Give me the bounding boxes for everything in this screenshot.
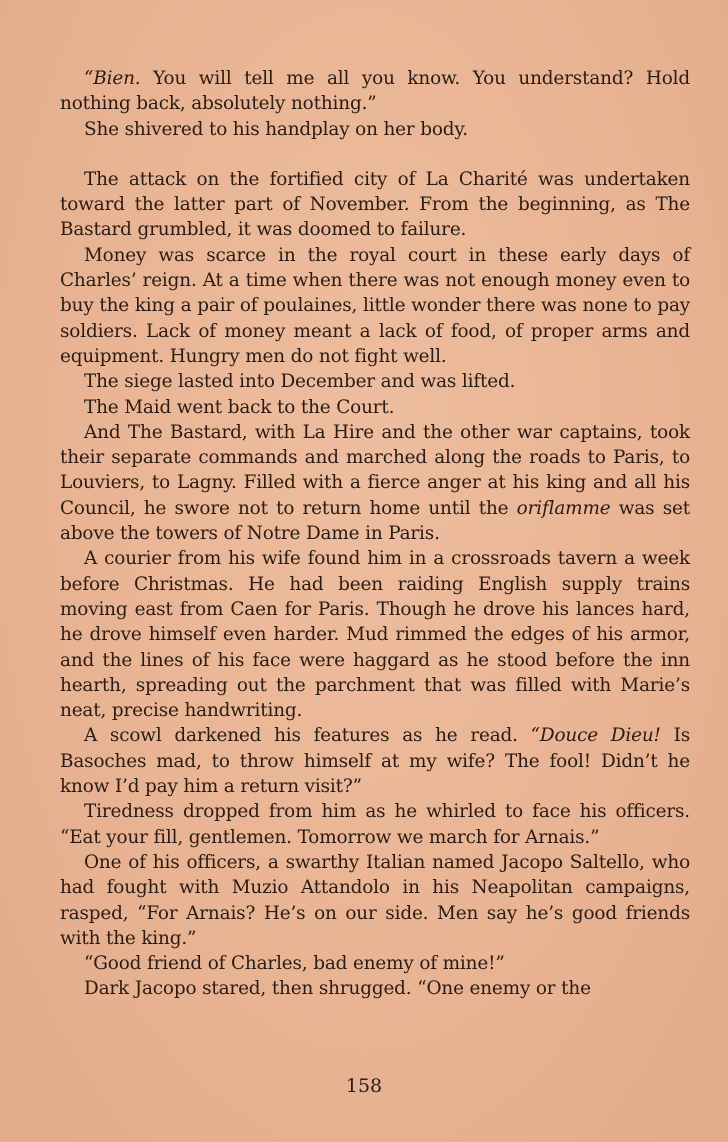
body-text bbox=[60, 66, 690, 1002]
text-segment: And The Bastard, with La Hire and the other war captains, took their separate commands and marched along the roads to Paris, to Louviers, to Lagny. Filled with a fierce anger at his king and all his Council, he swore not to return home until the bbox=[60, 421, 690, 519]
text-segment: She shivered to his handplay on her body. bbox=[84, 118, 468, 140]
paragraph-p8 bbox=[60, 546, 690, 723]
paragraph-p13 bbox=[60, 976, 690, 1001]
paragraph-p10 bbox=[60, 799, 690, 850]
text-segment: You will tell me all you know. You understand? Hold nothing back, absolutely nothing.” bbox=[60, 68, 690, 115]
paragraph-p4 bbox=[60, 243, 690, 369]
text-segment: Is Basoches mad, to throw himself at my wife? The fool! Didn’t he know I’d pay him a return visit?” bbox=[60, 725, 690, 798]
paragraph-p5 bbox=[60, 369, 690, 394]
paragraph-p3 bbox=[60, 167, 690, 243]
italic-text: oriflamme bbox=[516, 497, 611, 519]
text-segment: Dark Jacopo stared, then shrugged. “One enemy or the bbox=[84, 978, 591, 1000]
text-segment: was set above the towers of Notre Dame in Paris. bbox=[60, 497, 690, 545]
text-segment: Tiredness dropped from him as he whirled to face his officers. “Eat your fill, gentlemen. Tomorrow we march for Arnais.” bbox=[60, 801, 690, 848]
italic-text: “Douce Dieu! bbox=[530, 725, 661, 747]
paragraph-p9 bbox=[60, 723, 690, 799]
text-segment: The attack on the fortified city of La Charité was undertaken toward the latter part of November. From the beginning, as The Bastard grumbled, it was doomed to failure. bbox=[60, 168, 690, 241]
paragraph-p11 bbox=[60, 850, 690, 951]
paragraph-p7 bbox=[60, 420, 690, 546]
text-segment: The siege lasted into December and was lifted. bbox=[84, 371, 516, 393]
paragraph-p12 bbox=[60, 951, 690, 976]
page-number: 158 bbox=[345, 1075, 383, 1097]
text-segment: A scowl darkened his features as he read. bbox=[84, 725, 531, 747]
paragraph-p1 bbox=[60, 66, 690, 117]
text-segment: One of his officers, a swarthy Italian named Jacopo Saltello, who had fought with Muzio Attandolo in his Neapolitan campaigns, rasped, “For Arnais? He’s on our side. Men say he’s good friends with the king.” bbox=[60, 851, 690, 949]
text-segment: Money was scarce in the royal court in these early days of Charles’ reign. At a time when there was not enough money even to buy the king a pair of poulaines, little wonder there was none to pay soldiers. Lack of money meant a lack of food, of proper arms and equipment. Hungry men do not fight well. bbox=[60, 244, 690, 367]
text-segment: A courier from his wife found him in a crossroads tavern a week before Christmas. He had been raiding English supply trains moving east from Caen for Paris. Though he drove his lances hard, he drove himself even harder. Mud rimmed the edges of his armor, and the lines of his face were haggard as he stood before the inn hearth, spreading out the parchment that was filled with Marie’s neat, precise handwriting. bbox=[60, 548, 690, 722]
paragraph-p6 bbox=[60, 395, 690, 420]
italic-text: “Bien. bbox=[84, 68, 141, 89]
text-segment: The Maid went back to the Court. bbox=[84, 396, 395, 418]
text-segment: “Good friend of Charles, bad enemy of mine!” bbox=[84, 953, 505, 975]
paragraph-p2 bbox=[60, 117, 690, 142]
